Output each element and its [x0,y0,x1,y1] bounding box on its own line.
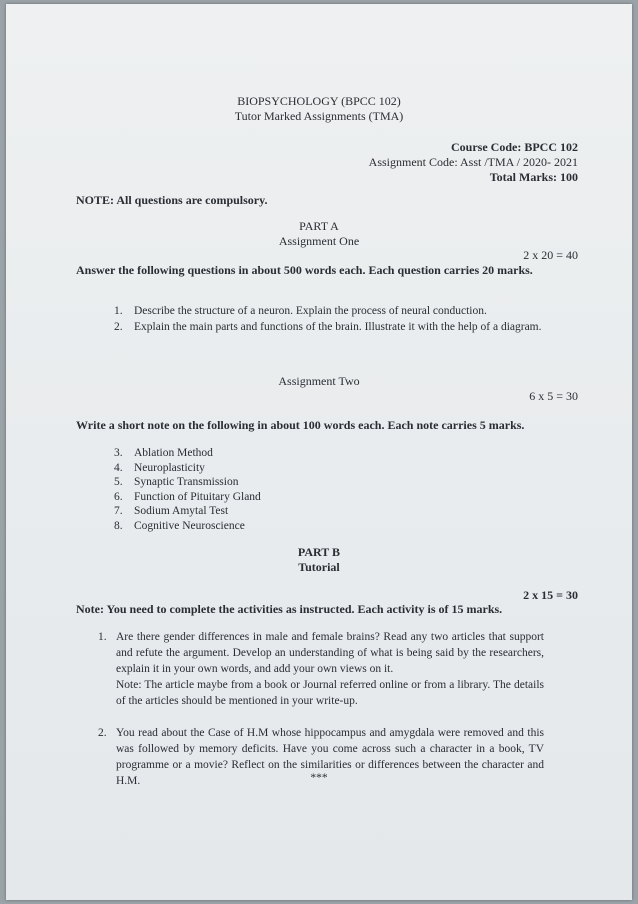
activity-note: Note: The article maybe from a book or Journal referred online or from a library. The details of the articles should be mentioned in your write-up. [116,679,544,707]
question-number: 1. [114,305,123,317]
list-item [98,629,544,709]
part-b-instruction: Note: You need to complete the activities as instructed. Each activity is of 15 marks. [76,602,503,616]
list-item [114,303,546,319]
assignment-one-marks: 2 x 20 = 40 [523,248,578,262]
list-item [114,461,414,476]
list-item [114,490,414,505]
assignment-one-instruction: Answer the following questions in about 500 words each. Each question carries 20 marks. [76,263,533,277]
assignment-code: Assignment Code: Asst /TMA / 2020- 2021 [368,155,578,169]
assignment-two-title: Assignment Two [278,374,360,388]
item-number: 4. [114,461,123,474]
list-item [114,519,414,534]
assignment-one-title: Assignment One [278,234,360,248]
item-number: 5. [114,476,123,489]
item-number: 8. [114,519,123,532]
activity-text: Are there gender differences in male and female brains? Read any two articles that support and refute the argument. Develop an understanding of what is being said by the researchers, explain it in your own words, and add your own views on it. [116,631,544,675]
list-item [114,446,414,461]
activity-text: You read about the Case of H.M whose hippocampus and amygdala were removed and this was followed by memory deficits. Have you come across such a character in a book, TV programme or a movie? Reflect on the similarities or differences between the character and H.M. [116,727,544,787]
item-number: 7. [114,505,123,518]
part-b-title: PART B [297,545,341,559]
question-text: Describe the structure of a neuron. Explain the process of neural conduction. [134,305,487,317]
question-text: Explain the main parts and functions of the brain. Illustrate it with the help of a diagram. [134,321,542,333]
part-b-subtitle: Tutorial [298,560,340,574]
item-text: Cognitive Neuroscience [134,519,245,532]
assignment-one-question-list [114,303,546,335]
total-marks: Total Marks: 100 [489,170,578,184]
short-note-list [114,446,414,534]
item-text: Neuroplasticity [134,461,205,474]
item-text: Function of Pituitary Gland [134,490,261,503]
activity-list [98,629,544,789]
end-mark: *** [310,772,328,784]
part-a-title: PART A [299,219,339,233]
item-number: 3. [114,447,123,459]
assignment-two-instruction: Write a short note on the following in about 100 words each. Each note carries 5 marks. [76,418,525,432]
list-item [114,504,414,519]
item-text: Ablation Method [134,447,213,459]
document-title: BIOPSYCHOLOGY (BPCC 102) [237,94,401,108]
question-number: 2. [114,321,123,333]
item-text: Sodium Amytal Test [134,505,229,518]
document-subtitle: Tutor Marked Assignments (TMA) [234,109,404,123]
item-number: 6. [114,490,123,503]
assignment-two-marks: 6 x 5 = 30 [529,389,578,403]
part-b-marks: 2 x 15 = 30 [523,588,578,602]
list-item [114,475,414,490]
general-note: NOTE: All questions are compulsory. [76,193,268,207]
list-item [114,319,546,335]
activity-number: 1. [98,631,107,643]
item-text: Synaptic Transmission [134,476,239,489]
course-code: Course Code: BPCC 102 [451,140,578,154]
activity-number: 2. [98,727,107,739]
